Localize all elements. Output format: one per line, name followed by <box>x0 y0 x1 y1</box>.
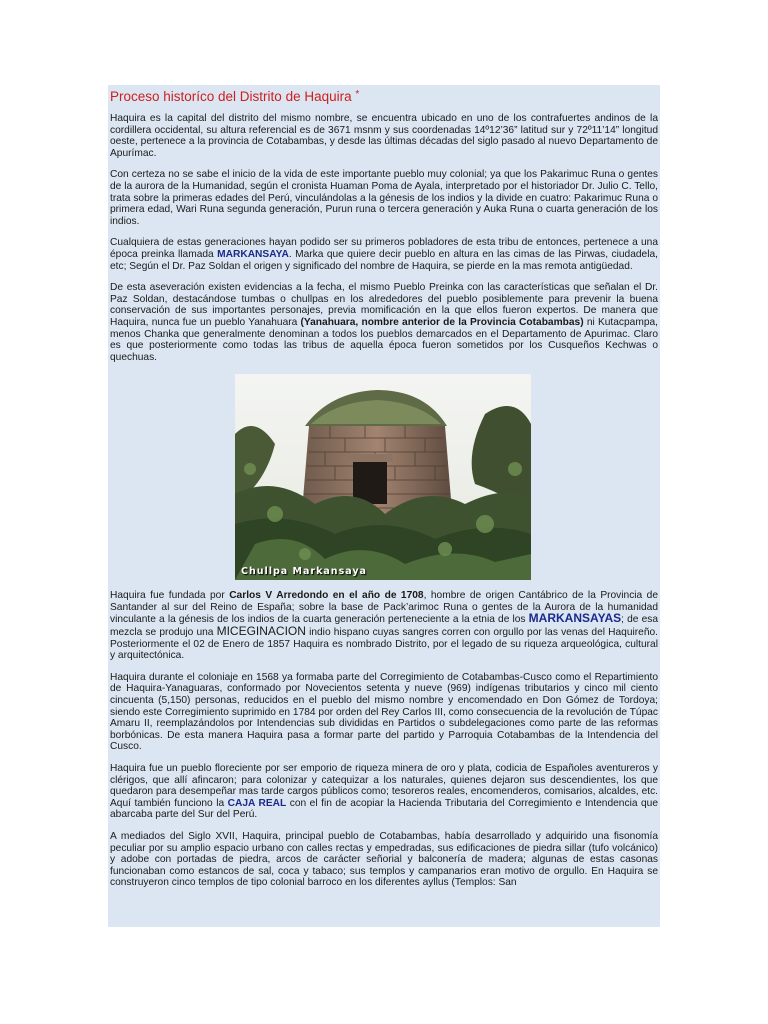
markansayas-term: MARKANSAYAS <box>528 611 622 626</box>
photo-caption: Chullpa Markansaya <box>241 566 367 578</box>
title-mark: * <box>355 89 360 100</box>
paragraph-location <box>110 113 658 159</box>
paragraph-text: De esta aseveración existen evidencias a la fecha, el mismo Pueblo Preinka con las características que señalan el Dr. Paz Soldan, destacándose tumbas o chullpas en los alrededores del pueblo posiblemente para prevenir la buena conservación de sus importantes personajes, previa momificación en la que ellos fueron expertos. De manera que Haquira, nunca fue un pueblo Yanahuara <box>110 282 658 328</box>
document-content <box>108 85 660 889</box>
markansaya-term: MARKANSAYA <box>217 248 289 260</box>
paragraph-text: Haquira fue fundada por <box>110 590 230 602</box>
paragraph-mining <box>110 763 658 821</box>
paragraph-text: ni Kutacpampa, menos Chanka que generalmente denominan a todos los pueblos demarcados en el Departamento de Apurimac. Claro es que posteriormente como todas las tribus de aquella época fueron sometidos por los Cusqueños Kechwas o quechuas. <box>110 316 658 363</box>
paragraph-text: Haquira es la capital del distrito del mismo nombre, se encuentra ubicado en uno de los contrafuertes andinos de la cordillera occidental, su altura referencial es de 3671 msnm y sus coordenadas 14º12’36” latitud sur y 72º11’14” longitud oeste, pertenece a la provincia de Cotabambas, y desde las últimas décadas del siglo pasado al nuevo Departamento de Apurímac. <box>110 113 658 159</box>
paragraph-colonial: Haquira durante el coloniaje en 1568 ya formaba parte del Corregimiento de Cotabambas-Cusco como el Repartimiento de Haquira-Yanaguaras, conformado por Novecientos setenta y nueve (969) indígenas tributarios y cinco mil ciento cincuenta (5,150) personas, reducidos en el pueblo del mismo nombre y encomendado en Don Gómez de Tordoya; siendo este Corregimiento suprimido en 1784 por orden del Rey Carlos III, como consecuencia de la revolución de Túpac Amaru II, reemplazándolos por Intendencias sub divididas en Partidos o subdelegaciones como parte de las reformas borbónicas. De esta manera Haquira pasa a formar parte del partido y Parroquia Cotabambas de la Intendencia del Cusco. <box>110 671 658 753</box>
paragraph-foundation <box>110 590 658 662</box>
paragraph-text: Haquira fue un pueblo floreciente por ser emporio de riqueza minera de oro y plata, codicia de Españoles aventureros y clérigos, que allí afincaron; para colonizar y catequizar a los naturales, quienes dejaron sus descendientes, los que quedaron para desempeñar mas tarde cargos públicos como; tesoreros reales, encomenderos, comisarios, alcaldes, etc. Aquí también funciono la <box>110 763 658 809</box>
chullpa-image <box>235 374 531 580</box>
caja-real-term: CAJA REAL <box>227 797 287 809</box>
paragraph-text: . Marka que quiere decir pueblo en altura en las cimas de las Pirwas, ciudadela, etc; Según el Dr. Paz Soldan el origen y significado del nombre de Haquira, se pierde en la mas remota antigüedad. <box>110 248 658 272</box>
document-page <box>108 85 660 927</box>
paragraph-17th-century: A mediados del Siglo XVII, Haquira, principal pueblo de Cotabambas, había desarrollado y adquirido una fisonomía peculiar por su amplio espacio urbano con calles rectas y empedradas, sus edificaciones de piedra sillar (tufo volcánico) y adobe con portadas de piedra, arcos de carácter señorial y balconería de madera; algunas de estas casonas funcionaban como estancos de sal, coca y tabaco; sus templos y campanarios eran motivo de orgullo. En Haquira se construyeron cinco templos de tipo colonial barroco en los diferentes ayllus (Templos: San <box>110 830 658 889</box>
paragraph-text: Cualquiera de estas generaciones hayan podido ser su primeros pobladores de esta tribu de entonces, pertenece a una época preinka llamada <box>110 237 658 260</box>
founder-note: Carlos V Arredondo en el año de 1708 <box>229 590 424 602</box>
title-text: Proceso historíco del Distrito de Haquira <box>110 89 352 104</box>
paragraph-text: ; de esa mezcla se produjo una <box>110 614 659 639</box>
paragraph-markansaya <box>110 237 658 272</box>
chullpa-photo <box>235 374 531 580</box>
paragraph-text: , hombre de origen Cantábrico de la Provincia de Santander al sur del Reino de España; sobre la base de Pack’arimoc Runa o gentes de la Aurora de la humanidad vinculante a la génesis de los indios de la cuarta generación perteneciente a la etnia de los <box>110 590 658 626</box>
yanahuara-note: (Yanahuara, nombre anterior de la Provincia Cotabambas) <box>300 316 584 328</box>
paragraph-text: con el fin de acopiar la Hacienda Tributaria del Corregimiento e Intendencia que abarcaba parte del Sur del Perú. <box>110 797 658 821</box>
page-title <box>110 85 658 105</box>
paragraph-evidence <box>110 282 658 363</box>
miceginacion-term: MICEGINACION <box>216 624 306 639</box>
paragraph-origins: Con certeza no se sabe el inicio de la vida de este importante pueblo muy colonial; ya que los Pakarimuc Runa o gentes de la aurora de la Humanidad, según el cronista Huaman Poma de Ayala, interpretado por el historiador Dr. Julio C. Tello, trata sobre la primeras edades del Perú, vinculándolas a la génesis de los indios y la divide en cuatro: Pakarimuc Runa o primera edad, Wari Runa segunda generación, Purun runa o tercera generación y Auka Runa o cuarta generación de los indios. <box>110 169 658 227</box>
paragraph-text: indio hispano cuyas sangres corren con orgullo por las venas del Haquireño. Posteriormente el 02 de Enero de 1857 Haquira es nombrado Distrito, por el legado de su riqueza arqueológica, cultural y arquitectónica. <box>110 627 658 662</box>
